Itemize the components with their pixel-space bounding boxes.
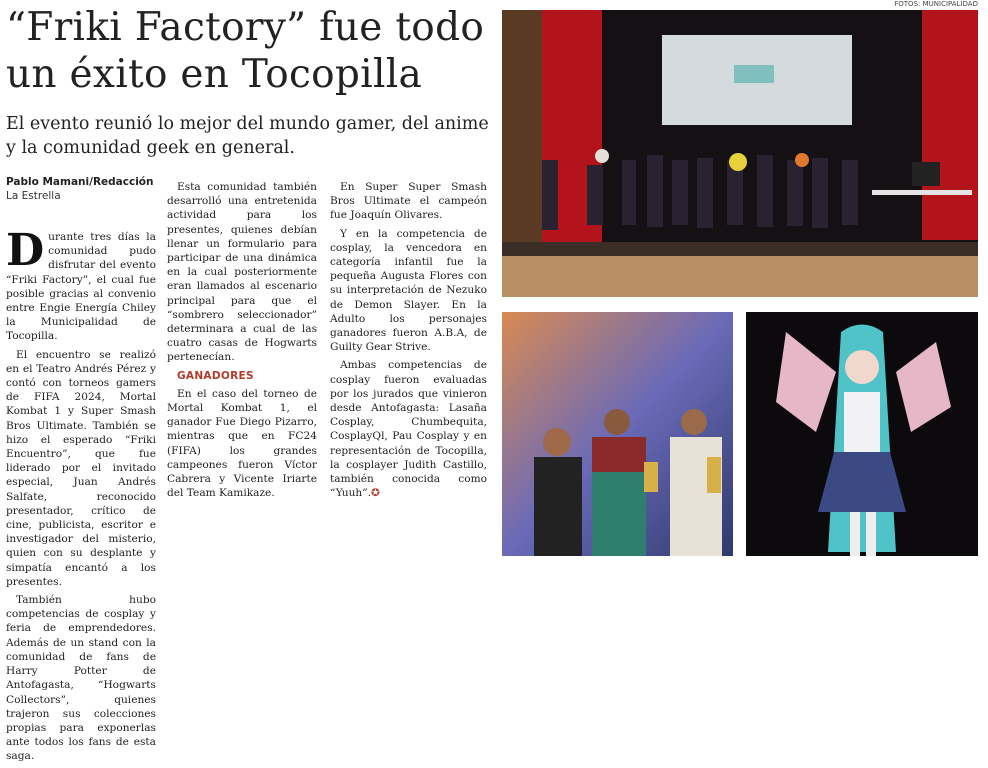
subhead-ganadores: GANADORES <box>177 369 254 382</box>
byline <box>6 175 154 203</box>
photo-cosplayer <box>746 312 978 556</box>
paragraph-1-text: urante tres días la comunidad pudo disfrutar del evento “Friki Factory”, el cual fue posible gracias al convenio entre Engie Energía Chiley la Municipalidad de Tocopilla. <box>6 231 156 343</box>
paragraph-4: Esta comunidad también desarrolló una entretenida actividad para los presentes, quienes debían llenar un formulario para participar de una dinámica en la cual posteriormente eran llamados al escenario principal para que el “sombrero seleccionador” determinara a cual de las cuatro casas de Hogwarts pertenecían. <box>167 181 317 364</box>
photo-stage-group <box>502 10 978 297</box>
photo-gamers-trophies <box>502 312 733 556</box>
paragraph-3: También hubo competencias de cosplay y feria de emprendedores. Además de un stand con la comunidad de fans de Harry Potter de Antofagasta, “Hogwarts Collectors”, quienes trajeron sus colecciones propias para exponerlas ante todos los fans de esta saga. <box>6 594 156 763</box>
paragraph-2: El encuentro se realizó en el Teatro Andrés Pérez y contó con torneos gamers de FIFA 2024, Mortal Kombat 1 y Super Smash Bros Ultimate. También se hizo el esperado “Friki Encuentro”, que fue liderado por el invitado especial, Juan Andrés Salfate, reconocido presentador, crítico de cine, publicista, escritor e investigador del misterio, quien con su desplante y simpatía encantó a los presentes. <box>6 348 156 588</box>
column-3 <box>330 180 487 504</box>
paragraph-8-text: Ambas competencias de cosplay fueron evaluadas por los jurados que vinieron desde Antofagasta: Lasaña Cosplay, Chumbequita, CosplayQl, Pau Cosplay y en representación de Tocopilla, la cosplayer Judith Castillo, también conocida como “Yuuh”. <box>330 359 487 500</box>
deck: El evento reunió lo mejor del mundo gamer, del anime y la comunidad geek en general. <box>6 114 489 158</box>
paragraph-6: En Super Super Smash Bros Ultimate el campeón fue Joaquín Olivares. <box>330 181 487 222</box>
end-mark-icon: ✪ <box>371 487 380 500</box>
column-1 <box>6 225 156 768</box>
headline: “Friki Factory” fue todo un éxito en Tocopilla <box>6 5 485 97</box>
photo-credit: FOTOS: MUNICIPALIDAD <box>894 0 978 8</box>
author: Pablo Mamani/Redacción <box>6 176 154 188</box>
paragraph-7: Y en la competencia de cosplay, la vencedora en categoría infantil fue la pequeña Augusta Flores con su interpretación de Nezuko de Demon Slayer. En la Adulto los personajes ganadores fueron A.B.A, de Guilty Gear Strive. <box>330 227 487 354</box>
publication: La Estrella <box>6 190 61 202</box>
paragraph-5: En el caso del torneo de Mortal Kombat 1, el ganador Fue Diego Pizarro, mientras que en FC24 (FIFA) los grandes campeones fueron Víctor Cabrera y Vicente Iriarte del Team Kamikaze. <box>167 387 317 500</box>
paragraph-1 <box>6 225 156 344</box>
paragraph-8 <box>330 358 487 500</box>
dropcap: D <box>6 225 45 276</box>
column-2 <box>167 180 317 504</box>
